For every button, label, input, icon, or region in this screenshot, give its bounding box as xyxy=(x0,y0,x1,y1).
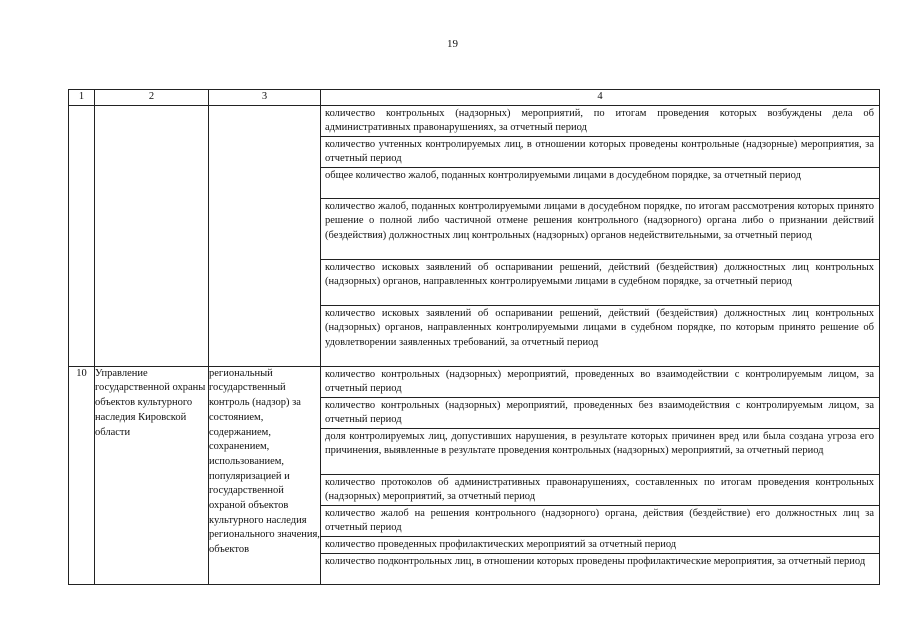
indicators-table xyxy=(68,89,880,585)
indicator-entry: количество исковых заявлений об оспаривании решений, действий (бездействия) должностных лиц контрольных (надзорных) органов, направленных контролируемыми лицами в судебном порядке, за отчетный период xyxy=(321,259,879,305)
indicators-cell xyxy=(321,366,880,584)
indicator-entry: общее количество жалоб, поданных контролируемыми лицами в досудебном порядке, за отчетный период xyxy=(321,167,879,198)
indicator-entry: количество контрольных (надзорных) мероприятий, проведенных без взаимодействия с контролируемым лицом, за отчетный период xyxy=(321,397,879,428)
continued-indicators-cell xyxy=(321,105,880,366)
indicator-entry: количество проведенных профилактических мероприятий за отчетный период xyxy=(321,536,879,553)
indicator-entry: количество протоколов об административных правонарушениях, составленных по итогам проведения контрольных (надзорных) мероприятий, за отчетный период xyxy=(321,474,879,505)
continued-control-cell xyxy=(209,105,321,366)
indicator-entry: количество исковых заявлений об оспаривании решений, действий (бездействия) должностных лиц контрольных (надзорных) органов, направленных контролируемыми лицами в судебном порядке, по которым принято решение об удовлетворении заявленных требований, за отчетный период xyxy=(321,305,879,366)
header-col-4: 4 xyxy=(321,90,880,106)
control-type: региональный государственный контроль (надзор) за состоянием, содержанием, сохранением, использованием, популяризацией и государственной охраной объектов культурного наследия регионального значения, объектов xyxy=(209,366,321,584)
header-row xyxy=(69,90,880,106)
indicator-entry: количество контрольных (надзорных) мероприятий, по итогам проведения которых возбуждены дела об административных правонарушениях, за отчетный период xyxy=(325,107,874,134)
indicator-entry: количество жалоб, поданных контролируемыми лицами в досудебном порядке, по итогам рассмотрения которых принято решение о полной либо частичной отмене решения контрольного (надзорного) органа либо о признании действий (бездействия) должностных лиц контрольных (надзорных) органов недействительными, за отчетный период xyxy=(321,198,879,259)
indicator-entry: количество контрольных (надзорных) мероприятий, проведенных во взаимодействии с контролируемым лицом, за отчетный период xyxy=(325,368,874,395)
indicator-entry: количество подконтрольных лиц, в отношении которых проведены профилактические мероприятия, за отчетный период xyxy=(321,553,879,584)
continued-number-cell xyxy=(69,105,95,366)
header-col-1: 1 xyxy=(69,90,95,106)
header-col-3: 3 xyxy=(209,90,321,106)
row-number: 10 xyxy=(69,366,95,584)
continued-row xyxy=(69,105,880,366)
page-number: 19 xyxy=(447,38,458,50)
indicator-entry: количество жалоб на решения контрольного (надзорного) органа, действия (бездействие) его должностных лиц за отчетный период xyxy=(321,505,879,536)
continued-organ-cell xyxy=(95,105,209,366)
header-col-2: 2 xyxy=(95,90,209,106)
indicator-entry: количество учтенных контролируемых лиц, в отношении которых проведены контрольные (надзорные) мероприятия, за отчетный период xyxy=(321,136,879,167)
organ-name: Управление государственной охраны объектов культурного наследия Кировской области xyxy=(95,366,209,584)
table-row xyxy=(69,366,880,584)
indicator-entry: доля контролируемых лиц, допустивших нарушения, в результате которых причинен вред или была создана угроза его причинения, выявленные в результате проведения контрольных (надзорных) мероприятий, за отчетный период xyxy=(321,428,879,474)
